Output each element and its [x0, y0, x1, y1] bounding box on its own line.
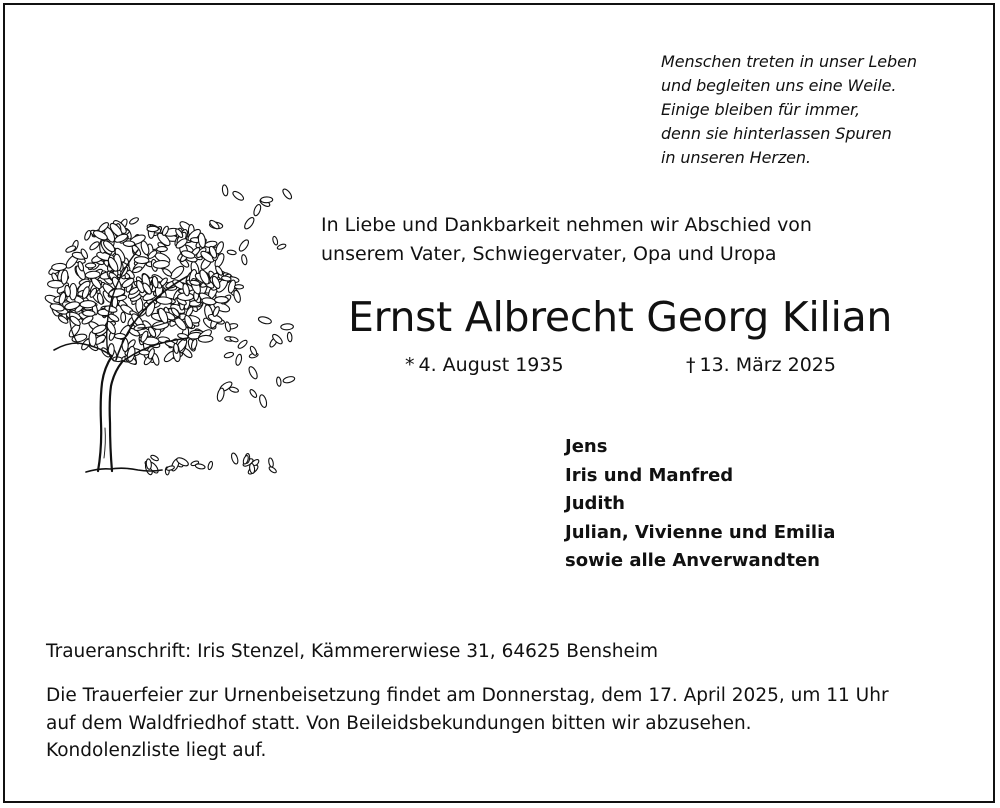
poem-line: Menschen treten in unser Leben: [661, 52, 917, 71]
mourner-entry: sowie alle Anverwandten: [565, 550, 820, 571]
death-cross-icon: †: [686, 354, 696, 376]
intro-text: [321, 211, 812, 269]
death-date: 13. März 2025: [699, 354, 836, 376]
mourner-entry: Iris und Manfred: [565, 464, 734, 486]
intro-line: unserem Vater, Schwiegervater, Opa und Uropa: [321, 243, 777, 265]
poem-line: in unseren Herzen.: [661, 148, 811, 167]
deceased-name: Ernst Albrecht Georg Kilian: [348, 293, 893, 341]
service-line: Kondolenzliste liegt auf.: [46, 740, 267, 761]
mourner-entry: Jens: [565, 436, 608, 457]
service-line: Die Trauerfeier zur Urnenbeisetzung findet am Donnerstag, dem 17. April 2025, um 11 Uhr: [46, 685, 889, 706]
windblown-tree-illustration: [38, 178, 298, 483]
service-info: [46, 682, 889, 765]
poem-line: und begleiten uns eine Weile.: [661, 76, 897, 95]
mourning-address: Traueranschrift: Iris Stenzel, Kämmererwiese 31, 64625 Bensheim: [46, 641, 658, 662]
mourner-entry: Julian, Vivienne und Emilia: [565, 521, 836, 543]
birth-star-icon: *: [405, 354, 415, 376]
poem-line: denn sie hinterlassen Spuren: [661, 124, 892, 143]
death-date-line: [686, 352, 836, 378]
poem: [661, 50, 917, 170]
poem-line: Einige bleiben für immer,: [661, 100, 860, 119]
mourner-entry: Judith: [565, 493, 625, 514]
mourners-list: [565, 433, 835, 576]
birth-date: 4. August 1935: [418, 354, 564, 376]
service-line: auf dem Waldfriedhof statt. Von Beileidsbekundungen bitten wir abzusehen.: [46, 712, 752, 734]
intro-line: In Liebe und Dankbarkeit nehmen wir Abschied von: [321, 214, 812, 236]
birth-date-line: [405, 352, 564, 378]
